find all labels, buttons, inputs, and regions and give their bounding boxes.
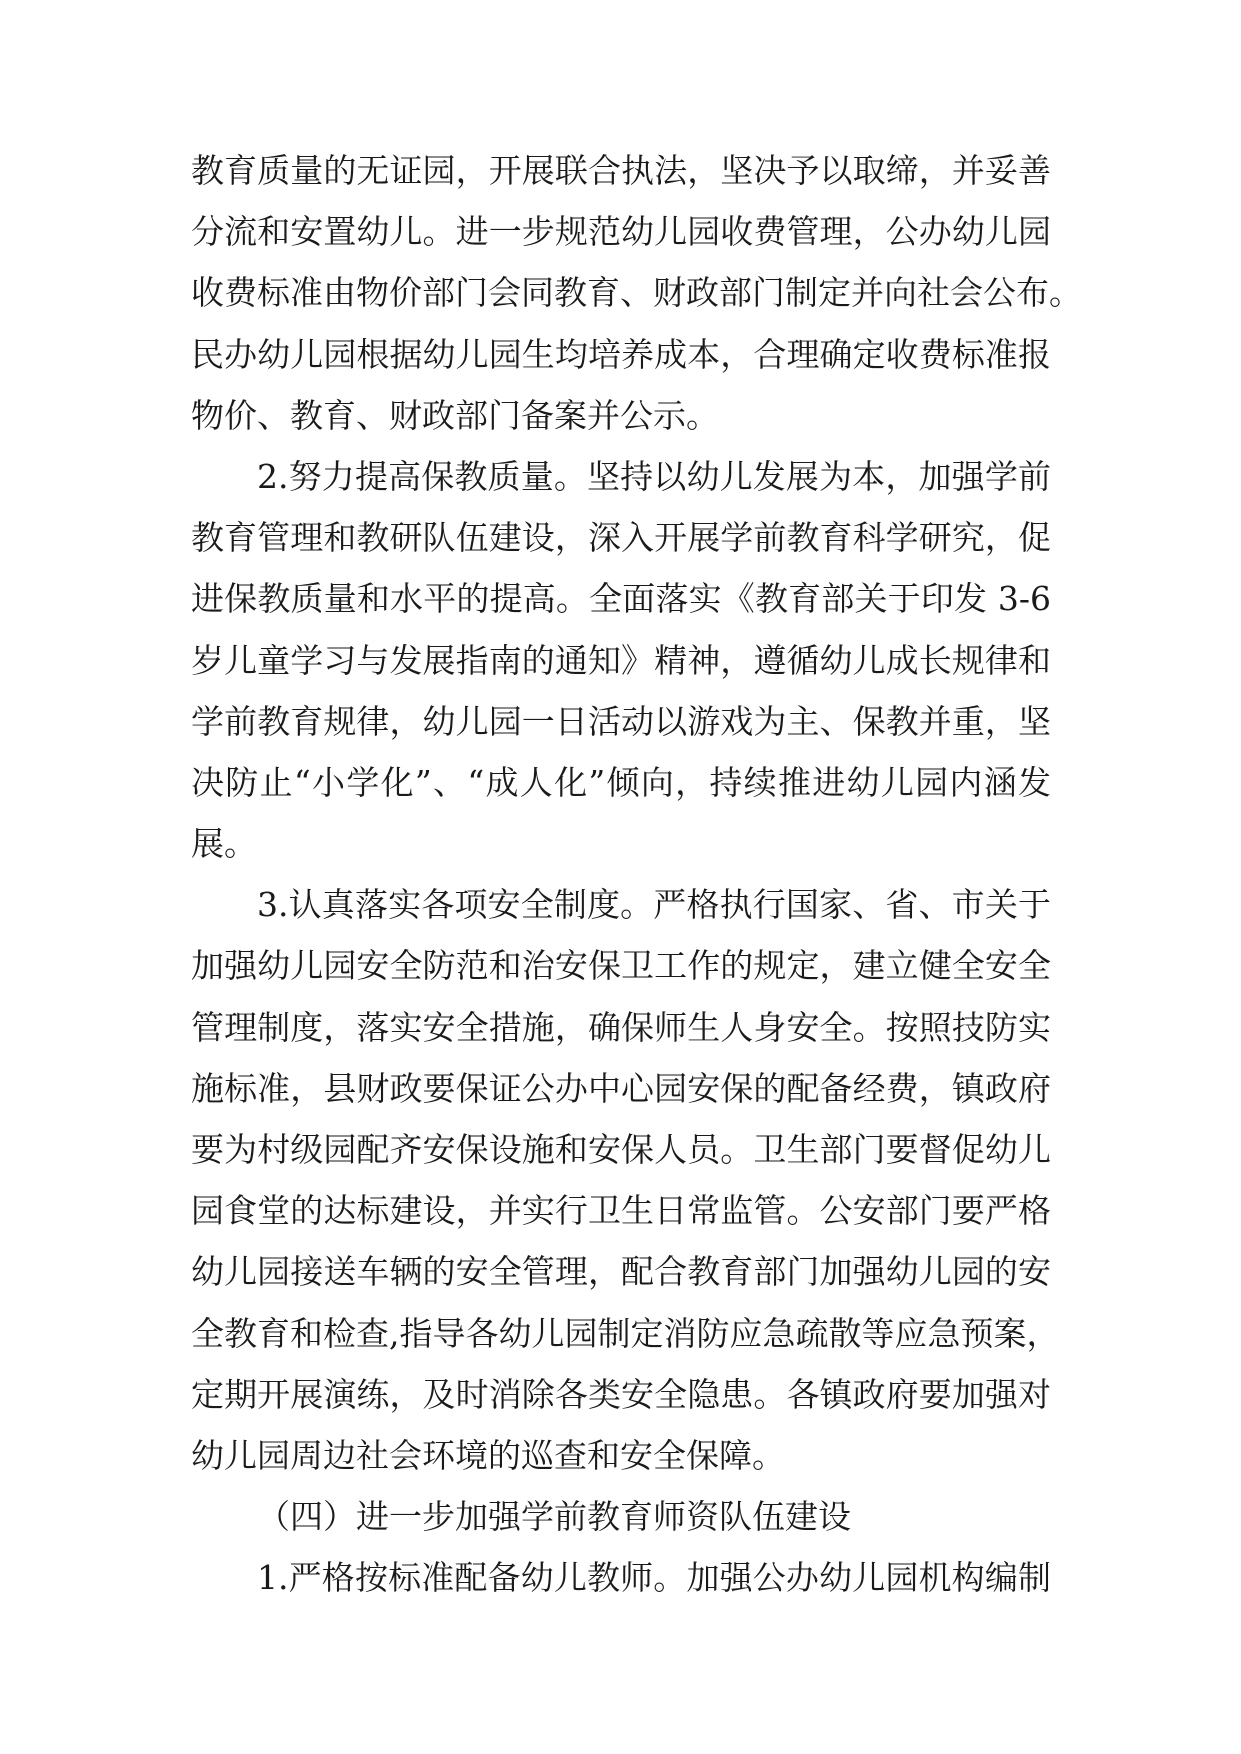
text-line: 园食堂的达标建设，并实行卫生日常监管。公安部门要严格	[191, 1191, 1051, 1231]
text-line: 幼儿园周边社会环境的巡查和安全保障。	[191, 1435, 785, 1475]
text-line: 幼儿园接送车辆的安全管理，配合教育部门加强幼儿园的安	[191, 1252, 1051, 1292]
text-line: 1.严格按标准配备幼儿教师。加强公办幼儿园机构编制	[257, 1558, 1051, 1598]
text-line: 进保教质量和水平的提高。全面落实《教育部关于印发 3-6	[191, 579, 1051, 619]
text-line: 教育质量的无证园，开展联合执法，坚决予以取缔，并妥善	[191, 151, 1051, 190]
text-line: 民办幼儿园根据幼儿园生均培养成本，合理确定收费标准报	[191, 334, 1051, 374]
text-line: 展。	[191, 824, 257, 864]
text-line: 决防止“小学化”、“成人化”倾向，持续推进幼儿园内涵发	[191, 762, 1051, 802]
text-line: 要为村级园配齐安保设施和安保人员。卫生部门要督促幼儿	[191, 1130, 1051, 1169]
text-line: 3.认真落实各项安全制度。严格执行国家、省、市关于	[257, 885, 1051, 925]
text-line: 加强幼儿园安全防范和治安保卫工作的规定，建立健全安全	[191, 946, 1051, 986]
section-heading: （四）进一步加强学前教育师资队伍建设	[257, 1497, 851, 1537]
text-line: 全教育和检查,指导各幼儿园制定消防应急疏散等应急预案，	[191, 1313, 1060, 1353]
text-line: 分流和安置幼儿。进一步规范幼儿园收费管理，公办幼儿园	[191, 212, 1051, 252]
text-line: 管理制度，落实安全措施，确保师生人身安全。按照技防实	[191, 1007, 1051, 1047]
text-line: 定期开展演练，及时消除各类安全隐患。各镇政府要加强对	[191, 1374, 1051, 1414]
text-line: 学前教育规律，幼儿园一日活动以游戏为主、保教并重，坚	[191, 701, 1051, 741]
text-line: 收费标准由物价部门会同教育、财政部门制定并向社会公布。	[191, 273, 1082, 313]
text-line: 岁儿童学习与发展指南的通知》精神，遵循幼儿成长规律和	[191, 640, 1051, 680]
text-line: 物价、教育、财政部门备案并公示。	[191, 395, 719, 435]
text-line: 2.努力提高保教质量。坚持以幼儿发展为本，加强学前	[257, 456, 1051, 496]
body-text	[191, 140, 1082, 1609]
text-line: 教育管理和教研队伍建设，深入开展学前教育科学研究，促	[191, 518, 1051, 558]
text-line: 施标准，县财政要保证公办中心园安保的配备经费，镇政府	[191, 1068, 1051, 1108]
